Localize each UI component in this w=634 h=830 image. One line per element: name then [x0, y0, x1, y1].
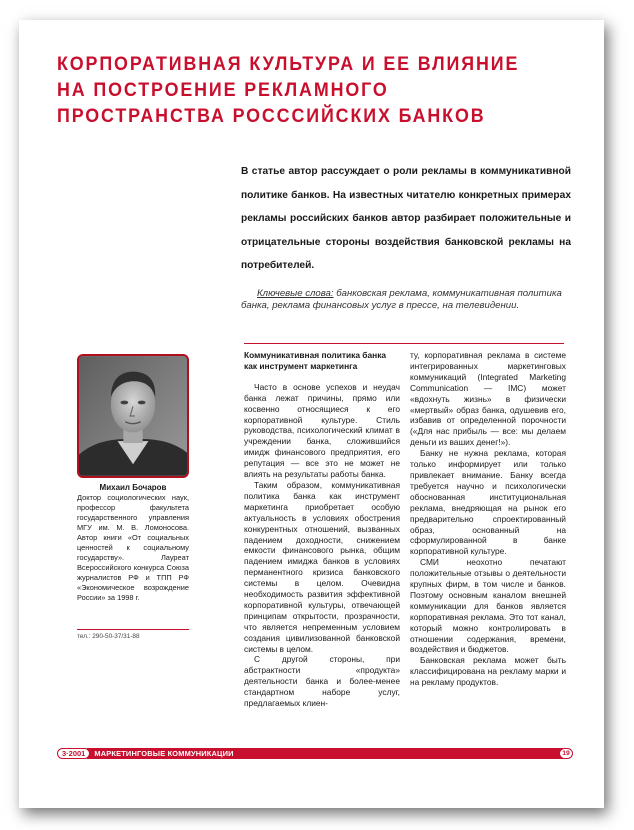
body-paragraph: Банку не нужна реклама, которая только информирует или только привлекает внимание. Банку всегда требуется научно и психологически обоснованная институциональная реклама, внедряющая на рынок его предварительно спроектированный образ, основанный на сформулированной в банке корпоративной культуре.: [410, 448, 566, 557]
bio-divider: [77, 629, 189, 630]
column-divider: [244, 343, 564, 344]
title-line-1: КОРПОРАТИВНАЯ КУЛЬТУРА И ЕЕ ВЛИЯНИЕ: [57, 54, 520, 75]
article-lead: В статье автор рассуждает о роли рекламы в коммуникативной политике банков. На известных читателю конкретных примерах рекламы российских банков автор разбирает положительные и отрицательные стороны воздействия банковской рекламы на потребителей.: [241, 166, 571, 271]
body-paragraph: СМИ неохотно печатают положительные отзывы о деятельности крупных фирм, в том числе и банков. Поэтому основным каналом внешней коммуникации для банков является корпоративная реклама. Это тот канал, который можно контролировать в отношении содержания, времени, воздействия и бюджетов.: [410, 557, 566, 655]
body-paragraph: Банковская реклама может быть классифицирована на рекламу марки и на рекламу продуктов.: [410, 655, 566, 688]
page-number: 19: [559, 748, 573, 759]
magazine-page: [19, 20, 604, 808]
author-portrait-image: [79, 356, 187, 476]
title-line-2: НА ПОСТРОЕНИЕ РЕКЛАМНОГО: [57, 80, 389, 101]
body-paragraph: Часто в основе успехов и неудач банка лежат причины, прямо или косвенно относящиеся к его корпоративной культуре. Стиль руководства, психологический климат в учреждении банка, сложившийся имидж финансового предприятия, его репутация — все это не может не влиять на результаты работы банка.: [244, 381, 400, 480]
body-paragraph: ту, корпоративная реклама в системе интегрированных маркетинговых коммуникаций (Integrated Marketing Communication — IMC) может «вдохнуть жизнь» в физически «мертвый» образ банка, одушевив его, избавив от определенной порочности («Для нас прибыль — все: мы делаем деньги из ваших денег!»).: [410, 350, 566, 448]
body-paragraph: Таким образом, коммуникативная политика банка как инструмент маркетинга приобретает особую актуальность в условиях обострения конкурентных отношений, вызванных падением доходности, снижением емкости финансового рынка, общим падением имиджа банков в условиях перманентного кризиса банковского системы в целом. Очевидна необходимость развития эффективной корпоративной культуры, отвечающей принципам открытости, прозрачности, что является непременным условием создания цивилизованной банковской системы в целом.: [244, 479, 400, 654]
article-title: [57, 52, 546, 130]
page-footer: [57, 747, 573, 760]
title-line-3: ПРОСТРАНСТВА РОСССИЙСКИХ БАНКОВ: [57, 106, 486, 127]
issue-badge: 3·2001: [57, 748, 90, 759]
body-paragraph: С другой стороны, при абстрактности «продукта» деятельности банка и более-менее стандартном наборе услуг, предлагаемых клиен-: [244, 654, 400, 709]
section-heading: Коммуникативная политика банка как инструмент маркетинга: [244, 350, 387, 371]
keywords-text: банковская реклама, коммуникативная политика банка, реклама финансовых услуг в прессе, на телевидении.: [241, 288, 562, 311]
keywords-label: Ключевые слова:: [257, 288, 334, 299]
body-column-1: [244, 350, 400, 709]
footer-section-title: МАРКЕТИНГОВЫЕ КОММУНИКАЦИИ: [94, 749, 234, 758]
author-bio: Доктор социологических наук, профессор факультета государственного управления МГУ им. М. В. Ломоносова. Автор книги «От социальных ценностей к социальному государству». Лауреат Всероссийского конкурса Союза журналистов РФ и ТПП РФ «Экономическое возрождение России» за 1998 г.: [77, 493, 189, 602]
footer-section-bar: [87, 748, 563, 759]
article-keywords: [241, 288, 577, 312]
author-phone: тел.: 290-50-37/31-88: [77, 633, 140, 640]
author-name: Михаил Бочаров: [99, 483, 167, 492]
author-photo: [77, 354, 189, 478]
body-column-2: [410, 350, 566, 688]
